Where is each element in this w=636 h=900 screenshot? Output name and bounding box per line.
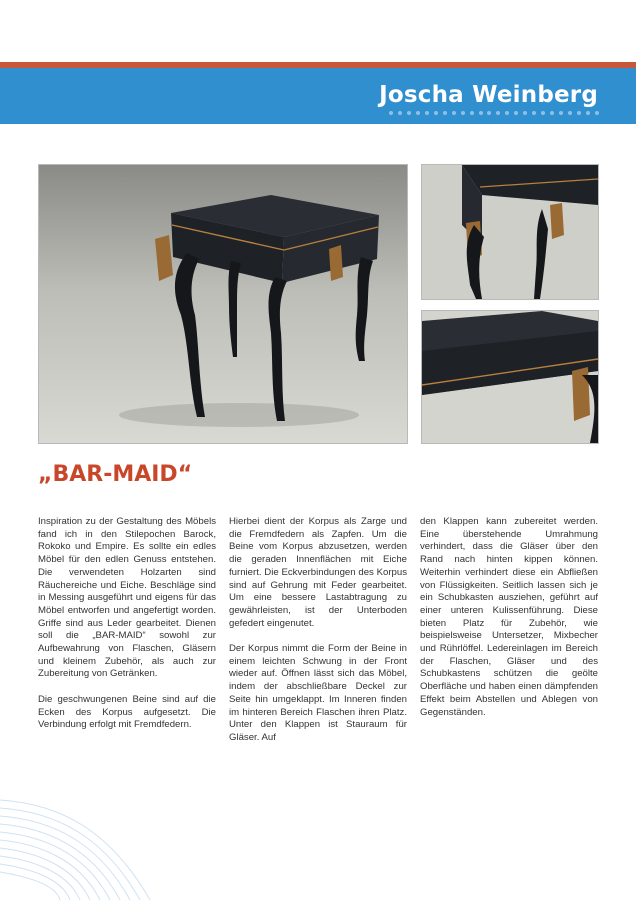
paragraph: Der Korpus nimmt die Form der Beine in einem leichten Schwung in der Front wieder auf. Öffnen lässt sich das Möbel, indem der abschließbare Deckel zur Seite hin umgeklappt. Im Inneren finden im hinteren Bereich Flaschen ihren Platz. Unter den Klappen ist Stauraum für Gläser. Auf — [229, 643, 407, 743]
header-dot-row — [389, 111, 599, 117]
decorative-wave-lines — [0, 790, 200, 900]
paragraph: Die geschwungenen Beine sind auf die Ecken des Korpus aufgesetzt. Die Verbindung erfolgt mit Fremdfedern. — [38, 693, 216, 731]
furniture-photo-main — [38, 164, 408, 444]
paragraph: den Klappen kann zubereitet werden. Eine überstehende Umrahmung verhindert, dass die Gläser über den Rand nach hinten kippen können. Weiterhin verhindert diese ein Abfließen von Flüssigkeiten. Seitlich lassen sich je ein Schubkasten ausziehen, geführt auf einer unteren Kulissenführung. Diese bieten Platz für Zubehör, wie beispielsweise Untersetzer, Mixbecher und Rührlöffel. Ledereinlagen im Bereich der Flaschen, Gläser und des Schubkastens schützen die geölte Oberfläche und haben einen dämpfenden Effekt beim Abstellen und Ablegen von Gegenständen. — [420, 516, 598, 718]
text-column-3 — [420, 516, 598, 732]
furniture-photo-detail-leg — [421, 164, 599, 300]
text-column-2 — [229, 516, 407, 757]
author-name: Joscha Weinberg — [379, 82, 598, 108]
article-title: „BAR-MAID“ — [38, 462, 193, 487]
text-column-1 — [38, 516, 216, 745]
furniture-photo-detail-corner — [421, 310, 599, 444]
paragraph: Hierbei dient der Korpus als Zarge und die Fremdfedern als Zapfen. Um die Beine vom Korpus abzusetzen, werden die geraden Innenflächen mit Eiche furniert. Die Eckverbindungen des Korpus sind auf Gehrung mit Feder gearbeitet. Um eine bessere Lastabtragung zu gewährleisten, ist der Unterboden gefedert eingenutet. — [229, 516, 407, 629]
paragraph: Inspiration zu der Gestaltung des Möbels fand ich in den Stilepochen Barock, Rokoko und Empire. Es sollte ein edles Möbel für den edlen Genuss entstehen. Die verwendeten Holzarten sind Räuchereiche und Eiche. Beschläge sind in Messing ausgeführt und eigens für das Möbel entworfen und angefertigt worden. Griffe sind aus Leder gearbeitet. Dienen soll die „BAR-MAID“ sowohl zur Aufbewahrung von Flaschen, Gläsern und kleinem Zubehör, als auch zur Zubereitung von Getränken. — [38, 516, 216, 680]
